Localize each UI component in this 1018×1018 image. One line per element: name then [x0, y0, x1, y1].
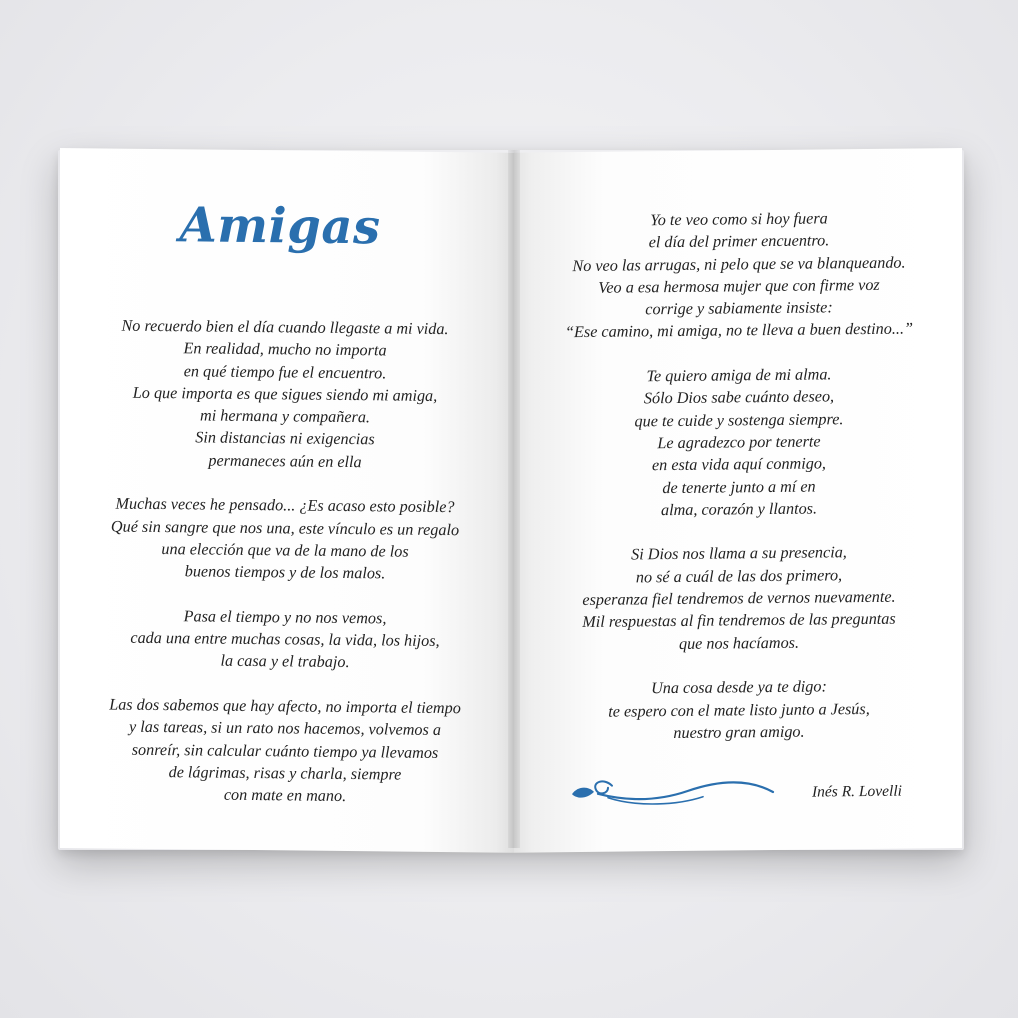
poem-line: “Ese camino, mi amiga, no te lleva a buen destino...”	[565, 319, 913, 342]
poem-line: Muchas veces he pensado... ¿Es acaso esto posible?	[115, 494, 455, 517]
poem-title: Amigas	[179, 197, 381, 256]
poem-line: cada una entre muchas cosas, la vida, los hijos,	[130, 628, 440, 651]
poem-stanza	[524, 206, 954, 344]
poem-line: nuestro gran amigo.	[673, 722, 805, 742]
poem-line: No veo las arrugas, ni pelo que se va blanqueando.	[572, 253, 906, 275]
poem-line: En realidad, mucho no importa	[183, 339, 387, 360]
poem-line: y las tareas, si un rato nos hacemos, volvemos a	[129, 718, 441, 740]
poem-line: en qué tiempo fue el encuentro.	[183, 361, 387, 383]
poem-line: Veo a esa hermosa mujer que con firme voz	[598, 275, 880, 297]
poem-line: mi hermana y compañera.	[200, 406, 370, 427]
left-page	[60, 148, 514, 853]
poem-stanza	[524, 541, 954, 657]
poem-line: Sin distancias ni exigencias	[195, 428, 375, 449]
poem-line: permaneces aún en ella	[208, 451, 362, 471]
author-signature: Inés R. Lovelli	[812, 782, 902, 801]
poem-line: que te cuide y sostenga siempre.	[634, 409, 844, 431]
poem-line: Le agradezco por tenerte	[657, 432, 821, 453]
poem-line: Qué sin sangre que nos una, este vínculo es un regalo	[110, 517, 460, 539]
signature-row	[514, 768, 962, 823]
poem-stanza	[70, 604, 500, 675]
poem-stanza	[70, 492, 500, 586]
poem-line: esperanza fiel tendremos de vernos nuevamente.	[582, 587, 896, 610]
poem-stanza	[70, 693, 500, 809]
poem-stanza	[524, 674, 954, 745]
poem-line: Mil respuestas al fin tendremos de las preguntas	[582, 610, 896, 632]
right-poem-text	[524, 206, 954, 746]
poem-line: Te quiero amiga de mi alma.	[646, 365, 832, 386]
poem-line: en esta vida aquí conmigo,	[652, 454, 826, 475]
poem-line: alma, corazón y llantos.	[660, 499, 818, 520]
poem-line: buenos tiempos y de los malos.	[184, 562, 386, 583]
poem-line: Sólo Dios sabe cuánto deseo,	[643, 387, 835, 408]
poem-line: Yo te veo como si hoy fuera	[650, 209, 828, 230]
poem-line: Si Dios nos llama a su presencia,	[631, 543, 847, 564]
poem-line: No recuerdo bien el día cuando llegaste a mi vida.	[121, 316, 449, 339]
poem-line: una elección que va de la mano de los	[161, 540, 409, 561]
left-poem-text	[70, 314, 500, 809]
poem-line: no sé a cuál de las dos primero,	[635, 566, 843, 587]
poem-line: te espero con el mate listo junto a Jesús,	[608, 699, 870, 721]
poem-stanza	[524, 362, 954, 523]
poem-line: que nos hacíamos.	[678, 633, 800, 653]
swirl-flourish-icon	[568, 770, 788, 816]
poem-line: de lágrimas, risas y charla, siempre	[168, 763, 402, 784]
poem-line: Las dos sabemos que hay afecto, no importa el tiempo	[109, 695, 461, 718]
poem-line: de tenerte junto a mí en	[662, 477, 816, 497]
poem-line: corrige y sabiamente insiste:	[645, 298, 833, 319]
poem-line: la casa y el trabajo.	[220, 652, 350, 672]
poem-line: con mate en mano.	[223, 785, 347, 806]
right-page	[514, 148, 962, 853]
poem-line: el día del primer encuentro.	[648, 231, 830, 252]
poem-line: sonreír, sin calcular cuánto tiempo ya llevamos	[131, 740, 439, 762]
poem-stanza	[70, 314, 500, 475]
poem-line: Una cosa desde ya te digo:	[651, 677, 827, 698]
poem-line: Pasa el tiempo y no nos vemos,	[183, 607, 387, 628]
poem-line: Lo que importa es que sigues siendo mi amiga,	[132, 383, 438, 405]
